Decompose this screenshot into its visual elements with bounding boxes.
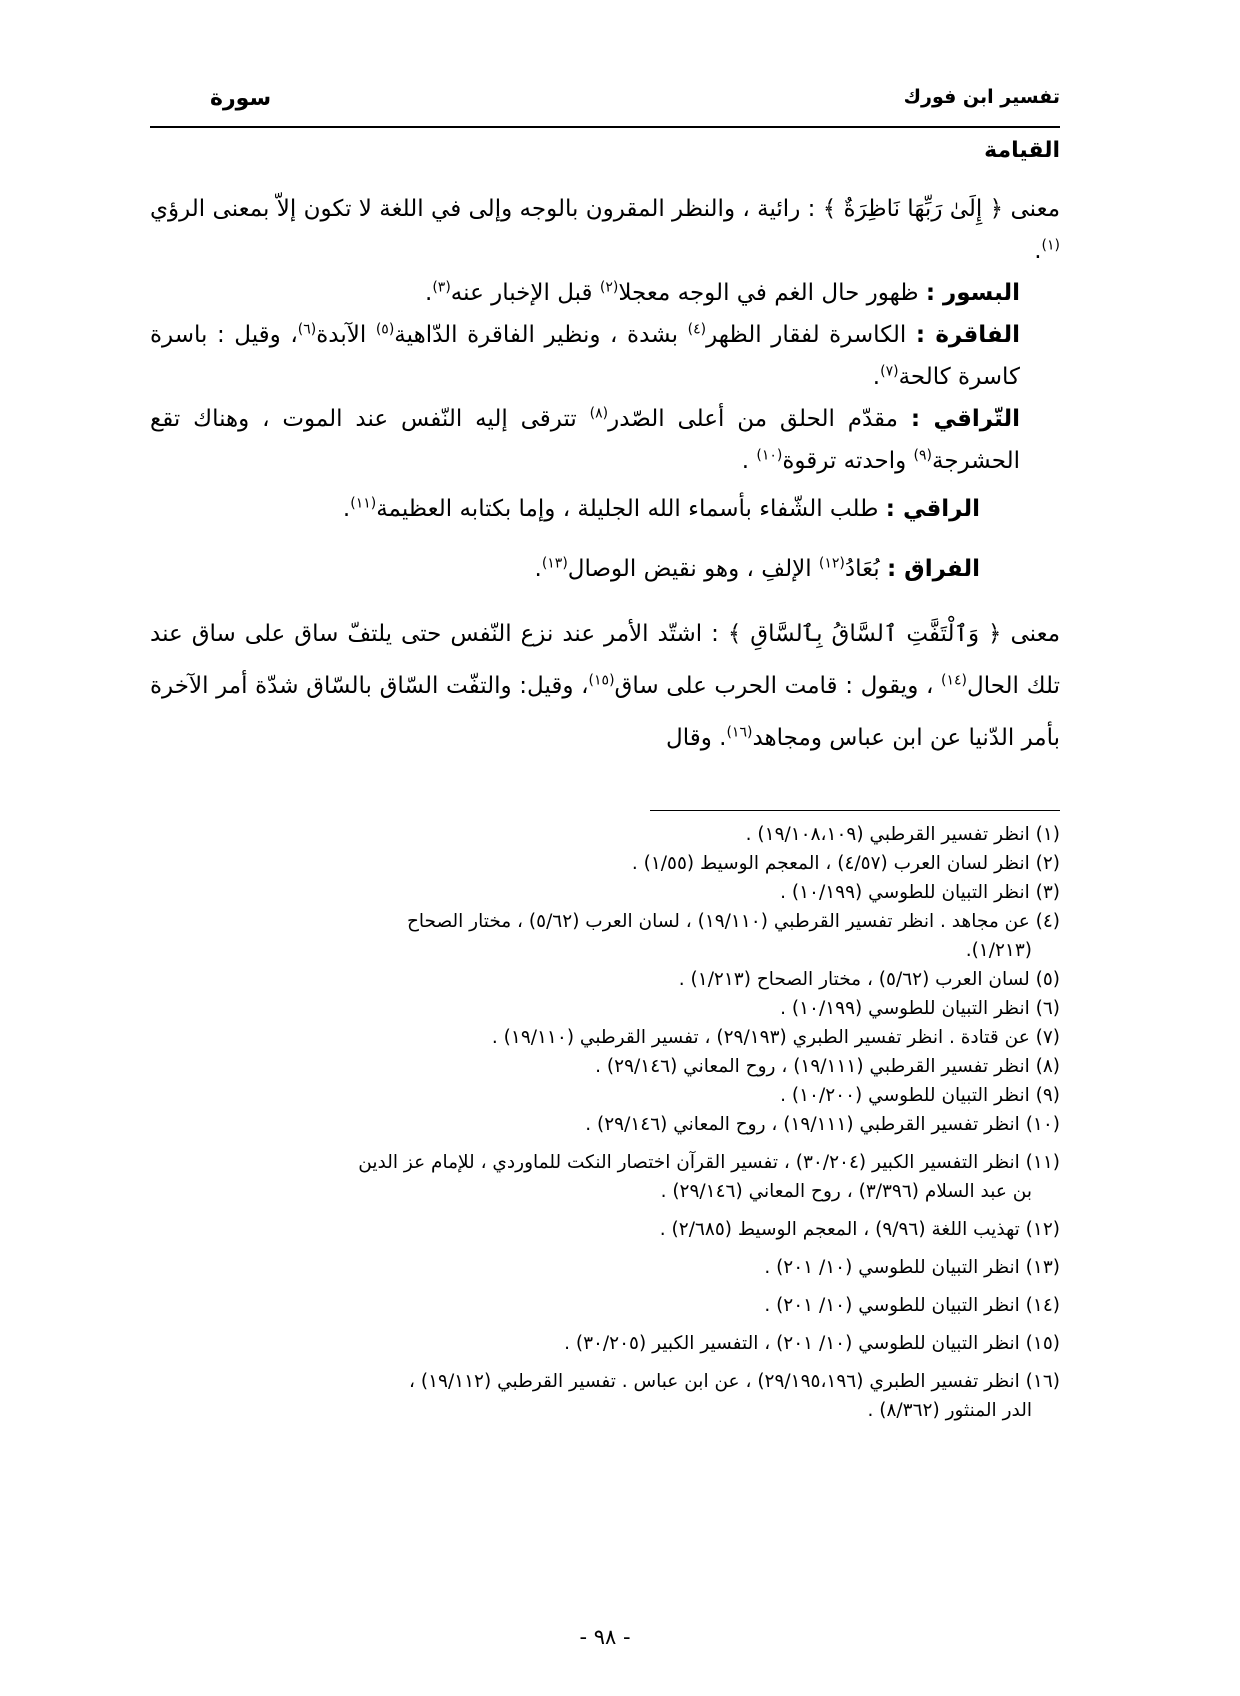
footnote-ref: (٥): [375, 321, 395, 338]
footnote: [150, 878, 1060, 907]
defined-term: التّراقي :: [910, 406, 1020, 432]
paragraph-text: : رائية ، والنظر المقرون بالوجه وإلى في اللغة لا تكون إلاّ بمعنى الرؤي: [150, 196, 823, 222]
footnote-text: (٦) انظر التبيان للطوسي (١٠/١٩٩) .: [780, 998, 1060, 1019]
paragraph-text: طلب الشّفاء بأسماء الله الجليلة ، وإما بكتابه العظيمة: [376, 496, 886, 522]
book-title: تفسير ابن فورك: [903, 86, 1060, 108]
main-text: [150, 188, 1060, 764]
header-rule: [150, 126, 1060, 128]
footnote-ref: (١٤): [941, 672, 967, 689]
footnote: [150, 1148, 1060, 1206]
paragraph-text: ، ويقول : قامت الحرب على ساق: [614, 673, 941, 699]
footnote-ref: (١٣): [541, 555, 568, 572]
footnote: [150, 820, 1060, 849]
footnote-ref: (١): [1041, 237, 1060, 254]
footnote-continuation: الدر المنثور (٨/٣٦٢) .: [867, 1400, 1032, 1421]
footnote-ref: (٧): [880, 363, 899, 380]
paragraph-text: قبل الإخبار عنه: [450, 280, 600, 306]
footnote-ref: (٣): [432, 279, 451, 296]
paragraph-text: الكاسرة لفقار الظهر: [706, 322, 916, 348]
quran-verse: ﴿ وَٱلْتَفَّتِ ٱلسَّاقُ بِٱلسَّاقِ ﴾: [727, 621, 1002, 647]
footnote-text: (٨) انظر تفسير القرطبي (١٩/١١١) ، روح المعاني (٢٩/١٤٦) .: [595, 1056, 1060, 1077]
footnote: [150, 907, 1060, 965]
lead-word: معنى: [1010, 196, 1061, 222]
punctuation: .: [872, 364, 881, 390]
punctuation: .: [534, 556, 542, 582]
paragraph-text: مقدّم الحلق من أعلى الصّدر: [608, 406, 911, 432]
footnote-text: (١٥) انظر التبيان للطوسي (١٠/ ٢٠١) ، التفسير الكبير (٣٠/٢٠٥) .: [564, 1333, 1060, 1354]
footnote: [150, 1052, 1060, 1081]
lead-word: معنى: [1010, 621, 1061, 647]
paragraph-text: : اشتّد الأمر عند نزع النّفس حتى يلتفّ ساق على ساق عند تلك الحال: [150, 621, 1060, 699]
footnote-text: (٢) انظر لسان العرب (٤/٥٧) ، المعجم الوسيط (١/٥٥) .: [631, 853, 1060, 874]
footnote: [150, 1110, 1060, 1139]
paragraph-text: بشدة ، ونظير الفاقرة الدّاهية: [394, 322, 688, 348]
footnote-ref: (٨): [589, 405, 609, 422]
footnote-ref: (١٥): [588, 672, 615, 689]
footnote-text: (١٦) انظر تفسير الطبري (٢٩/١٩٥،١٩٦) ، عن ابن عباس . تفسير القرطبي (١٩/١١٢) ،: [409, 1371, 1060, 1392]
paragraph-text: بُعَادُ: [844, 556, 887, 582]
footnote: [150, 1291, 1060, 1320]
punctuation: .: [741, 448, 757, 474]
footnote-rule: [650, 810, 1060, 811]
running-header: [150, 86, 1060, 120]
paragraph-saq: [150, 608, 1060, 764]
footnote-text: (١٢) تهذيب اللغة (٩/٩٦) ، المعجم الوسيط (٢/٦٨٥) .: [659, 1219, 1060, 1240]
paragraph-text: الإلفِ ، وهو نقيض الوصال: [567, 556, 819, 582]
footnote-ref: (١١): [350, 495, 377, 512]
footnote-ref: (١٢): [818, 555, 845, 572]
defined-term: الفاقرة :: [915, 322, 1020, 348]
footnote-ref: (٢): [599, 279, 619, 296]
footnote-continuation: (١/٢١٣).: [965, 940, 1032, 961]
paragraph-raqi: [150, 488, 1060, 530]
footnote-ref: (٩): [913, 447, 932, 464]
defined-term: البسور :: [925, 280, 1020, 306]
footnote-text: (١٠) انظر تفسير القرطبي (١٩/١١١) ، روح المعاني (٢٩/١٤٦) .: [585, 1114, 1060, 1135]
page-number: - ٩٨ -: [579, 1625, 631, 1649]
footnote: [150, 965, 1060, 994]
quran-verse: ﴿ إِلَىٰ رَبِّهَا نَاظِرَةٌ ﴾: [822, 196, 1004, 222]
footnote: [150, 1081, 1060, 1110]
footnote-text: (٤) عن مجاهد . انظر تفسير القرطبي (١٩/١١٠) ، لسان العرب (٥/٦٢) ، مختار الصحاح: [406, 911, 1060, 932]
footnote: [150, 1329, 1060, 1358]
footnote: [150, 849, 1060, 878]
footnote-text: (٩) انظر التبيان للطوسي (١٠/٢٠٠) .: [780, 1085, 1060, 1106]
footnote-ref: (١٦): [726, 724, 753, 741]
paragraph-text: ظهور حال الغم في الوجه معجلا: [618, 280, 926, 306]
punctuation: .: [342, 496, 351, 522]
punctuation: .: [1034, 238, 1042, 264]
footnote-ref: (٦): [297, 321, 317, 338]
surah-label: سورة: [210, 86, 272, 111]
footnote: [150, 1367, 1060, 1425]
footnote: [150, 1215, 1060, 1244]
paragraph-text: واحدته ترقوة: [782, 448, 914, 474]
footnote: [150, 1023, 1060, 1052]
footnote-ref: (٤): [687, 321, 707, 338]
surah-name: القيامة: [984, 138, 1060, 163]
footnotes: [150, 820, 1060, 1425]
paragraph-firaq: [150, 548, 1060, 590]
paragraph-text: ، وقيل : باسرة كاسرة كالحة: [150, 322, 1020, 390]
paragraph-text: الآبدة: [316, 322, 376, 348]
footnote-continuation: بن عبد السلام (٣/٣٩٦) ، روح المعاني (٢٩/١٤٦) .: [660, 1181, 1032, 1202]
paragraph-nazira: [150, 188, 1060, 272]
footnote-text: (١٤) انظر التبيان للطوسي (١٠/ ٢٠١) .: [764, 1295, 1060, 1316]
book-page: [150, 0, 1060, 1696]
paragraph-text: تترقى إليه النّفس عند الموت ، وهناك تقع الحشرجة: [150, 406, 1020, 474]
footnote-ref: (١٠): [756, 447, 783, 464]
footnote-text: (١٣) انظر التبيان للطوسي (١٠/ ٢٠١) .: [764, 1257, 1060, 1278]
punctuation: .: [425, 280, 433, 306]
defined-term: الفراق :: [886, 556, 980, 582]
paragraph-text: ، وقيل: والتفّت السّاق بالسّاق شدّة أمر الآخرة بأمر الدّنيا عن ابن عباس ومجاهد: [150, 673, 1060, 751]
paragraph-busur: [150, 272, 1060, 314]
footnote-text: (٧) عن قتادة . انظر تفسير الطبري (٢٩/١٩٣) ، تفسير القرطبي (١٩/١١٠) .: [491, 1027, 1060, 1048]
footnote-text: (١) انظر تفسير القرطبي (١٩/١٠٨،١٠٩) .: [745, 824, 1060, 845]
footnote-text: (٥) لسان العرب (٥/٦٢) ، مختار الصحاح (١/٢١٣) .: [678, 969, 1060, 990]
paragraph-faqira: [150, 314, 1060, 398]
footnote-text: (٣) انظر التبيان للطوسي (١٠/١٩٩) .: [780, 882, 1060, 903]
defined-term: الراقي :: [885, 496, 980, 522]
paragraph-taraqi: [150, 398, 1060, 482]
footnote: [150, 994, 1060, 1023]
paragraph-text: . وقال: [666, 725, 727, 751]
footnote-text: (١١) انظر التفسير الكبير (٣٠/٢٠٤) ، تفسير القرآن اختصار النكت للماوردي ، للإمام عز الدين: [358, 1152, 1060, 1173]
footnote: [150, 1253, 1060, 1282]
